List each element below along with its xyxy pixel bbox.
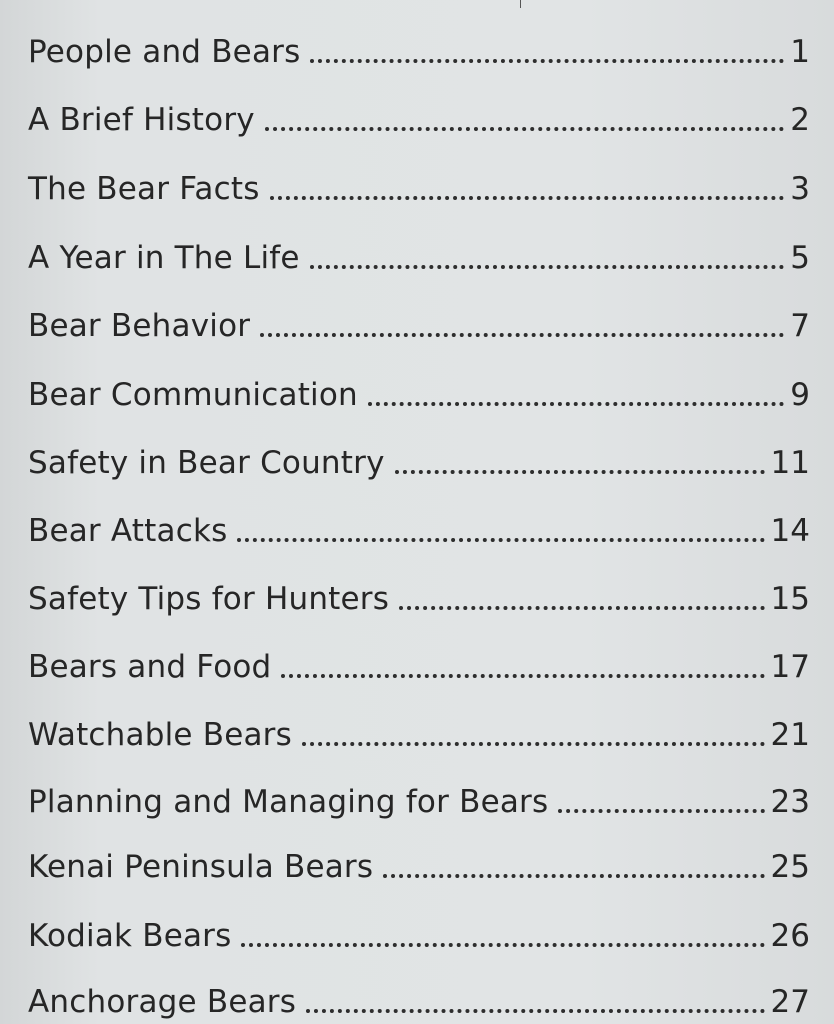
- toc-entry: [28, 365, 810, 415]
- toc-entry: [28, 228, 810, 278]
- toc-entry-title: Anchorage Bears: [28, 984, 297, 1020]
- toc-dot-leader: [265, 127, 784, 131]
- toc-entry-page: 3: [790, 171, 810, 207]
- toc-entry: [28, 637, 810, 687]
- toc-entry: [28, 22, 810, 72]
- toc-entry: [28, 569, 810, 619]
- toc-entry-page: 25: [770, 849, 810, 885]
- toc-entry-page: 21: [770, 717, 810, 753]
- toc-entry-page: 14: [770, 513, 810, 549]
- toc-entry: [28, 972, 810, 1022]
- toc-entry-page: 1: [790, 34, 810, 70]
- toc-dot-leader: [395, 470, 765, 474]
- toc-entry-title: Bear Attacks: [28, 513, 228, 549]
- toc-dot-leader: [310, 59, 784, 63]
- toc-dot-leader: [281, 674, 764, 678]
- toc-dot-leader: [368, 402, 784, 406]
- toc-entry: [28, 772, 810, 822]
- toc-dot-leader: [558, 809, 764, 813]
- toc-entry-page: 27: [770, 984, 810, 1020]
- toc-entry-title: Planning and Managing for Bears: [28, 784, 549, 820]
- toc-entry: [28, 159, 810, 209]
- toc-dot-leader: [306, 1009, 764, 1013]
- toc-entry-title: Watchable Bears: [28, 717, 292, 753]
- toc-entry-page: 5: [790, 240, 810, 276]
- toc-entry-page: 9: [790, 377, 810, 413]
- toc-entry-title: The Bear Facts: [28, 171, 260, 207]
- toc-entry-page: 26: [770, 918, 810, 954]
- toc-entry-page: 23: [770, 784, 810, 820]
- toc-entry-title: A Brief History: [28, 102, 255, 138]
- toc-entry: [28, 433, 810, 483]
- toc-entry-title: Bear Behavior: [28, 308, 251, 344]
- toc-dot-leader: [241, 943, 764, 947]
- toc-entry-title: Bear Communication: [28, 377, 358, 413]
- page-edge-mark: [520, 0, 521, 8]
- toc-entry: [28, 705, 810, 755]
- toc-entry-page: 15: [770, 581, 810, 617]
- toc-dot-leader: [383, 874, 764, 878]
- toc-entry: [28, 906, 810, 956]
- toc-dot-leader: [302, 742, 765, 746]
- toc-entry: [28, 837, 810, 887]
- toc-entry-title: People and Bears: [28, 34, 301, 70]
- toc-entry: [28, 296, 810, 346]
- toc-entry-page: 11: [770, 445, 810, 481]
- toc-entry-title: Kenai Peninsula Bears: [28, 849, 374, 885]
- toc-entry-page: 2: [790, 102, 810, 138]
- toc-dot-leader: [270, 196, 785, 200]
- toc-entry-page: 17: [770, 649, 810, 685]
- toc-dot-leader: [260, 333, 784, 337]
- toc-entry: [28, 501, 810, 551]
- toc-entry-title: A Year in The Life: [28, 240, 300, 276]
- toc-dot-leader: [310, 265, 785, 269]
- toc-entry-title: Bears and Food: [28, 649, 272, 685]
- toc-entry-title: Safety Tips for Hunters: [28, 581, 390, 617]
- toc-entry-page: 7: [790, 308, 810, 344]
- toc-entry-title: Safety in Bear Country: [28, 445, 385, 481]
- toc-dot-leader: [237, 538, 764, 542]
- toc-dot-leader: [399, 606, 764, 610]
- toc-entry-title: Kodiak Bears: [28, 918, 232, 954]
- toc-entry: [28, 90, 810, 140]
